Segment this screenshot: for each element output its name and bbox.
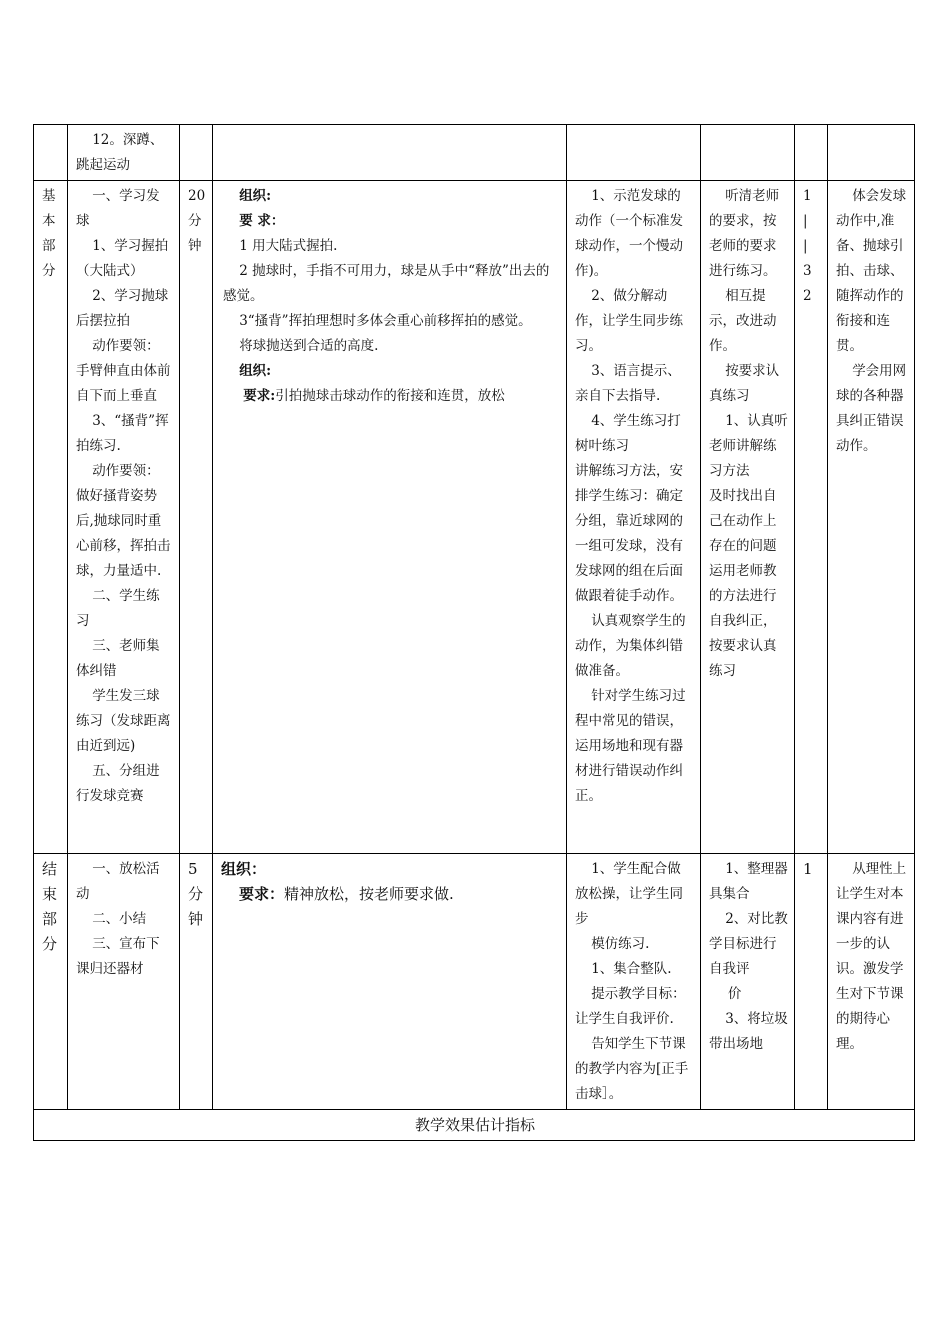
section-label-end: 结 束 部 分	[34, 854, 68, 1110]
organization-cell-end: 组织： 要求：精神放松，按老师要求做.	[213, 854, 567, 1110]
student-cell-basic: 听清老师的要求，按老师的要求进行练习。 相互提示，改进动作。 按要求认真练习 1、认真听老师讲解练习方法 及时找出自己在动作上存在的问题 运用老师教的方法进行自我纠正， 按要求认真练习	[701, 181, 795, 854]
org-label-2: 组织:	[239, 363, 272, 379]
org-label-end: 组织：	[221, 860, 267, 878]
teacher-cell-end: 1、学生配合做放松操，让学生同步 模仿练习. 1、集合整队. 提示教学目标：让学生自我评价. 告知学生下节课的教学内容为[正手击球］。	[567, 854, 701, 1110]
time-cell	[180, 125, 213, 181]
count-cell-end: 1	[795, 854, 828, 1110]
teacher-cell	[567, 125, 701, 181]
time-cell-end: 5 分 钟	[180, 854, 213, 1110]
requirement-label-end: 要求：	[239, 885, 285, 903]
organization-cell-basic: 组织: 要 求： 1 用大陆式握拍. 2 抛球时，手指不可用力，球是从手中“释放”出去的感觉。 3“搔背”挥拍理想时多体会重心前移挥拍的感觉。 将球抛送到合适的高度. 组织: 要求:引拍抛球击球动作的衔接和连贯，放松	[213, 181, 567, 854]
organization-cell	[213, 125, 567, 181]
goal-cell-end: 从理性上让学生对本课内容有进一步的认识。激发学生对下节课的期待心理。	[828, 854, 915, 1110]
student-cell-end: 1、整理器具集合 2、对比教学目标进行自我评 价 3、将垃圾带出场地	[701, 854, 795, 1110]
goal-cell-basic: 体会发球动作中,准备、抛球引拍、击球、随挥动作的衔接和连贯。 学会用网球的各种器具纠正错误动作。	[828, 181, 915, 854]
teacher-cell-basic: 1、示范发球的动作（一个标准发球动作，一个慢动作)。 2、做分解动作，让学生同步练习。 3、语言提示、亲自下去指导. 4、学生练习打树叶练习 讲解练习方法，安排学生练习：确定分组，靠近球网的一组可发球，没有发球网的组在后面做跟着徒手动作。 认真观察学生的动作，为集体纠错做准备。 针对学生练习过程中常见的错误，运用场地和现有器材进行错误动作纠正。	[567, 181, 701, 854]
count-cell-basic: 1 | | 3 2	[795, 181, 828, 854]
content-line: 跳起运动	[76, 157, 130, 173]
table-row-basic	[34, 181, 915, 854]
student-cell	[701, 125, 795, 181]
section-label-basic: 基 本 部 分	[34, 181, 68, 854]
content-cell-end: 一、放松活动 二、小结 三、宣布下课归还器材	[68, 854, 180, 1110]
requirement-label-2: 要求:	[243, 388, 276, 404]
table-row-warmup-end	[34, 125, 915, 181]
org-label: 组织:	[239, 188, 272, 204]
content-cell	[68, 125, 180, 181]
requirement-label: 要 求：	[239, 213, 285, 229]
goal-cell	[828, 125, 915, 181]
table-row-end	[34, 854, 915, 1110]
content-line: 12。深蹲、	[92, 132, 164, 148]
section-cell	[34, 125, 68, 181]
count-cell	[795, 125, 828, 181]
time-cell-basic: 20 分 钟	[180, 181, 213, 854]
content-cell-basic: 一、学习发球 1、学习握拍（大陆式） 2、学习抛球后摆拉拍 动作要领：手臂伸直由体前自下而上垂直 3、“搔背”挥拍练习. 动作要领：做好搔背姿势后,抛球同时重心前移，挥拍击球，力量适中. 二、学生练习 三、老师集体纠错 学生发三球练习（发球距离由近到远) 五、分组进行发球竞赛	[68, 181, 180, 854]
table-row-footer	[34, 1110, 915, 1141]
lesson-plan-table	[33, 124, 915, 1141]
evaluation-indicator-heading: 教学效果估计指标	[34, 1110, 915, 1141]
